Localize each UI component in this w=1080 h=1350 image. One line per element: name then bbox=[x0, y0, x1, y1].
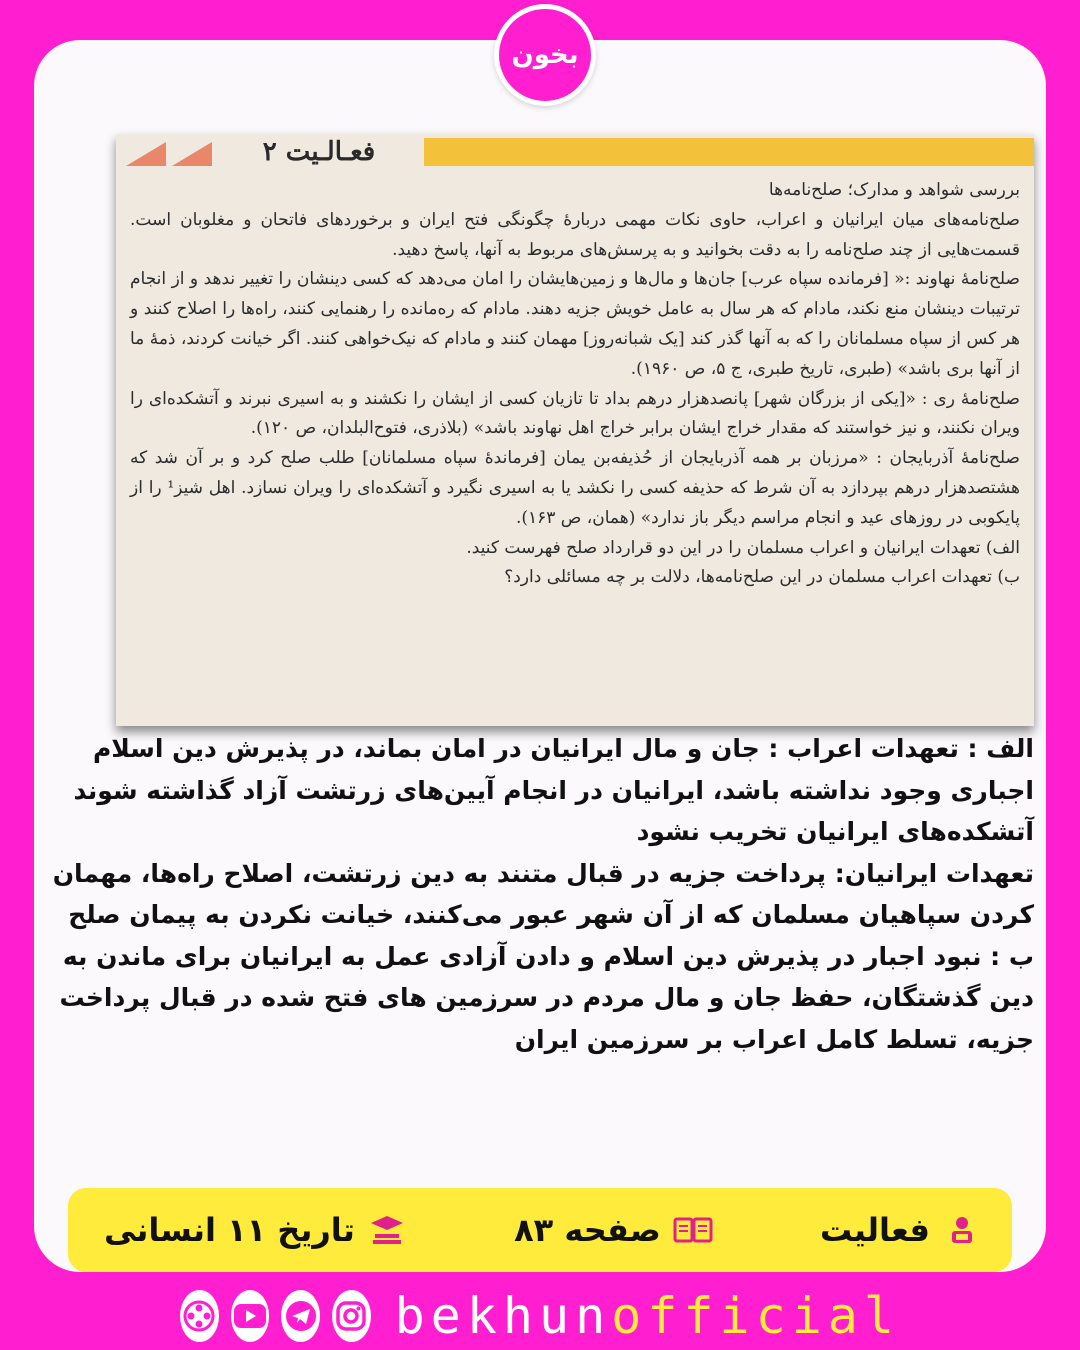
logo-text: بخون bbox=[511, 40, 579, 70]
textbook-paragraph: صلح‌نامهٔ آذربایجان : «مرزبان بر همه آذربایجان از حُذیفه‌بن یمان [فرماندهٔ سپاه مسلمانان] طلب صلح کرد و بر آن شد که هشتصدهزار درهم بپردازد به آن شرط که حذیفه کسی را نکشد یا به اسیری نگیرد و آتشکده‌ای را ویران نسازد. اهل شیز¹ را از پایکوبی در روزهای عید و انجام مراسم دیگر باز ندارد» (همان، ص ۱۶۳). bbox=[130, 448, 1020, 528]
textbook-paragraph: صلح‌نامه‌های میان ایرانیان و اعراب، حاوی نکات مهمی دربارهٔ چگونگی فتح ایران و برخوردهای فاتحان و مغلوبان است. قسمت‌هایی از چند صلح‌نامه را به دقت بخوانید و به پرسش‌های مربوط به آنها، پاسخ دهید. bbox=[130, 209, 1020, 260]
logo bbox=[494, 4, 596, 106]
header-triangle-icon bbox=[126, 142, 166, 166]
textbook-excerpt bbox=[116, 134, 1034, 726]
youtube-icon[interactable] bbox=[231, 1290, 270, 1342]
footer-page bbox=[514, 1211, 713, 1249]
instagram-icon[interactable] bbox=[332, 1290, 371, 1342]
footer-page-label: صفحه ۸۳ bbox=[514, 1211, 661, 1249]
brand-handle[interactable] bbox=[395, 1286, 900, 1346]
activity-title: فعـالـیت ۲ bbox=[214, 134, 424, 170]
footer-activity-label: فعالیت bbox=[820, 1211, 930, 1249]
textbook-paragraph: صلح‌نامهٔ نهاوند :« [فرمانده سپاه عرب] جان‌ها و مال‌ها و زمین‌هایشان را امان می‌دهد که کسی دینشان را تغییر ندهد و از انجام ترتیبات دینشان منع نکند، مادام که هر سال به عامل خویش جزیه دهند. مادام که ره‌مانده را رهنمایی کنند، راه‌ها را اصلاح کنند و هر کس از سپاه مسلمانان را که به آنها گذر کند [یک شبانه‌روز] مهمان کنند و مادام که نیک‌خواهی کنند. اگر خیانت کردند، ذمهٔ ما از آنها بری باشد» (طبری، تاریخ طبری، ج ۵، ص ۱۹۶۰). bbox=[130, 269, 1020, 379]
textbook-text bbox=[116, 172, 1034, 593]
header-bar bbox=[346, 138, 1034, 166]
question-b: ب) تعهدات اعراب مسلمان در این صلح‌نامه‌ها، دلالت بر چه مسائلی دارد؟ bbox=[504, 567, 1020, 588]
footer-book-label: تاریخ ۱۱ انسانی bbox=[104, 1211, 355, 1249]
brand-accent: official bbox=[611, 1287, 901, 1345]
telegram-icon[interactable] bbox=[281, 1290, 320, 1342]
graduation-cap-icon bbox=[367, 1213, 407, 1247]
footer-info-bar bbox=[68, 1188, 1012, 1272]
textbook-paragraph: صلح‌نامهٔ ری : «[یکی از بزرگان شهر] پانصدهزار درهم بداد تا تازیان کسی از ایشان را نکشند و به اسیری نبرند و آتشکده‌ای را ویران نکنند، و نیز خواستند که مقدار خراج ایشان برابر خراج اهل نهاوند باشد» (بلاذری، فتوح‌البلدان، ص ۱۲۰). bbox=[130, 388, 1020, 439]
footer-activity bbox=[820, 1211, 982, 1249]
question-a: الف) تعهدات ایرانیان و اعراب مسلمان را در این دو قرارداد صلح فهرست کنید. bbox=[466, 537, 1020, 558]
answer-paragraph: ب : نبود اجبار در پذیرش دین اسلام و دادن آزادی عمل به ایرانیان برای ماندن به دین گذشتگان، حفظ جان و مال مردم در سرزمین های فتح شده در قبال پرداخت جزیه، تسلط کامل اعراب بر سرزمین ایران bbox=[59, 941, 1034, 1054]
activity-header bbox=[116, 134, 1034, 172]
header-triangle-icon bbox=[172, 142, 212, 166]
answer-paragraph: تعهدات ایرانیان: پرداخت جزیه در قبال متنند به دین زرتشت، اصلاح راه‌ها، مهمان کردن سپاهیان مسلمان که از آن شهر عبور می‌کنند، خیانت نکردن به پیمان صلح bbox=[52, 858, 1034, 929]
textbook-paragraph: بررسی شواهد و مدارک؛ صلح‌نامه‌ها bbox=[768, 180, 1020, 200]
social-bar bbox=[180, 1286, 900, 1346]
brand-main: bekhun bbox=[394, 1287, 612, 1345]
content-card bbox=[34, 40, 1046, 1272]
footer-book bbox=[104, 1211, 407, 1249]
answer-paragraph: الف : تعهدات اعراب : جان و مال ایرانیان در امان بماند، در پذیرش دین اسلام اجباری وجود نداشته باشد، ایرانیان در انجام آیین‌های زرتشت آزاد گذاشته شوند آتشکده‌های ایرانیان تخریب نشود bbox=[73, 734, 1034, 846]
film-reel-icon[interactable] bbox=[180, 1290, 219, 1342]
teacher-icon bbox=[942, 1213, 982, 1247]
answer-section bbox=[44, 728, 1034, 1060]
book-icon bbox=[673, 1213, 713, 1247]
